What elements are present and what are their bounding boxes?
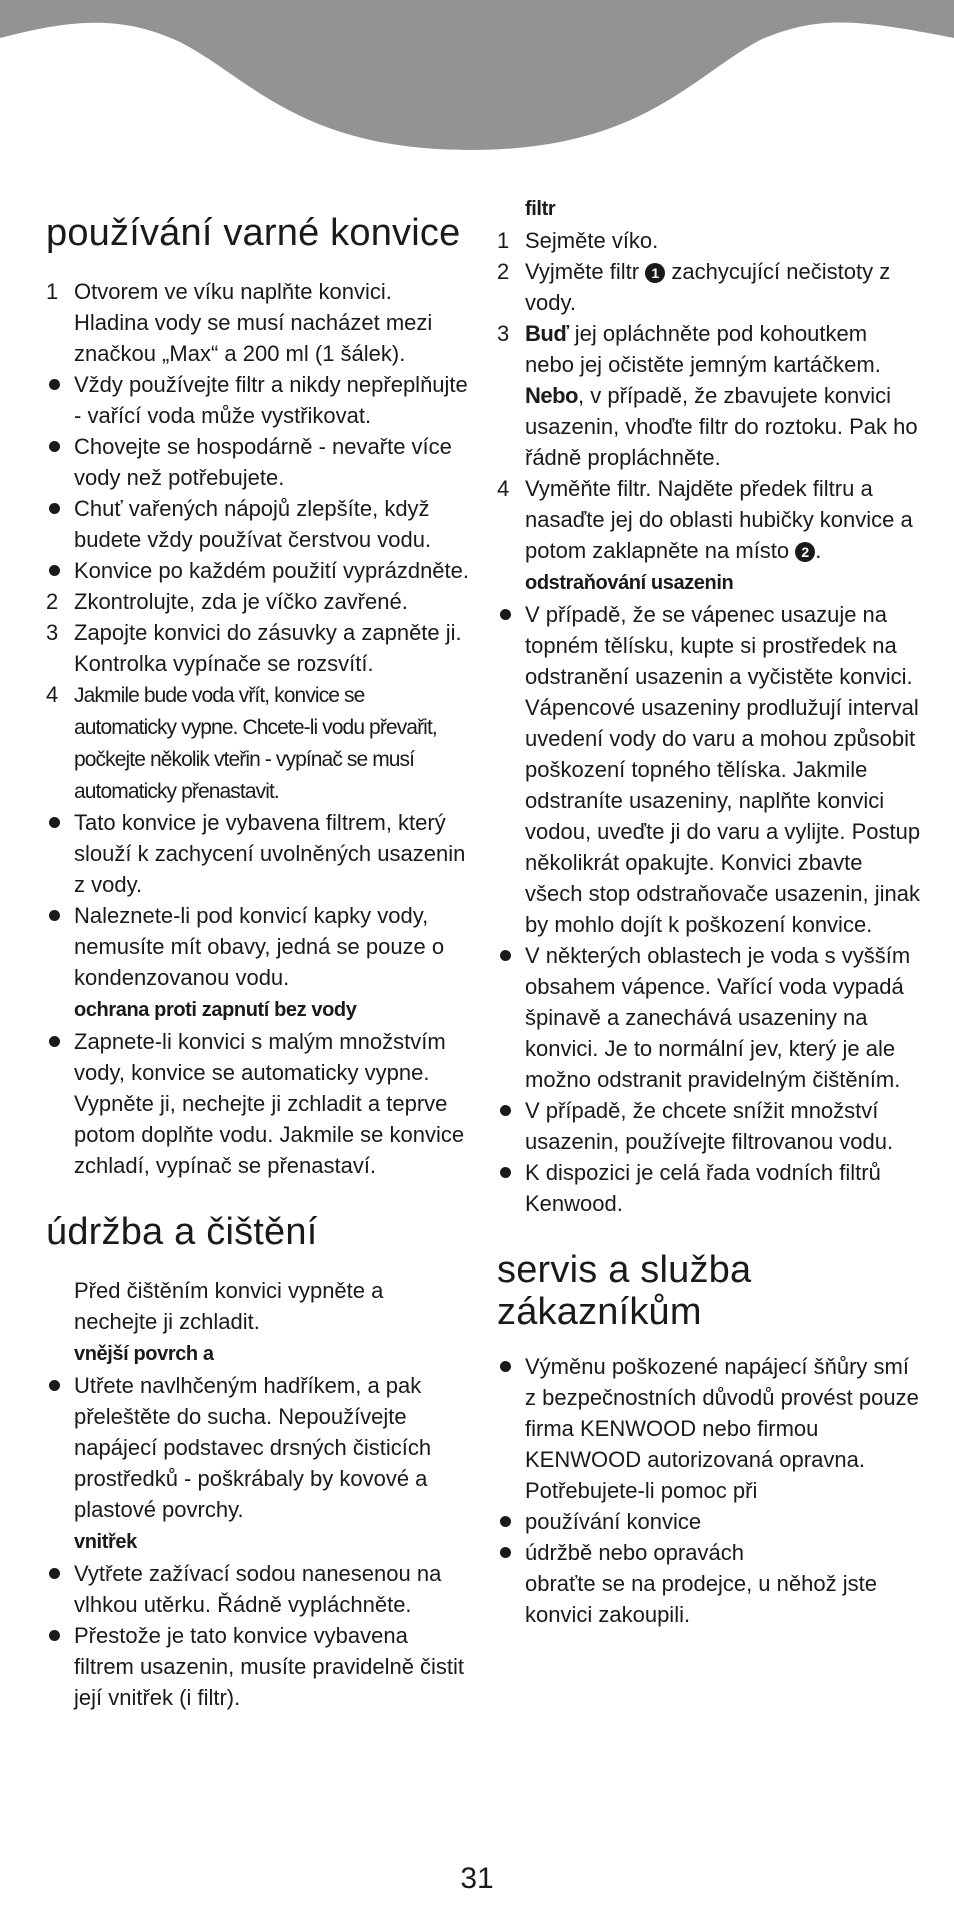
list-item <box>46 1620 471 1713</box>
list-item <box>46 900 471 993</box>
maintenance-intro: Před čištěním konvici vypněte a nechejte ji zchladit. <box>74 1278 384 1334</box>
list-item <box>46 1026 471 1181</box>
list-item-text: Zapnete-li konvici s malým množstvím vody, konvice se automaticky vypne. Vypněte ji, nechejte ji zchladit a teprve potom doplňte vodu. Jakmile se konvice zchladí, vypínač se přenastaví. <box>74 1029 465 1178</box>
list-item-text: V některých oblastech je voda s vyšším obsahem vápence. Vařící voda vypadá špinavě a zanechává usazeniny na konvici. Je to normální jev, který je ale možno odstranit pravidelným čištěním. <box>525 943 911 1092</box>
list-item-text: Vyjměte filtr <box>525 259 640 284</box>
step-number: 4 <box>46 682 59 707</box>
title-maintenance: údržba a čištění <box>46 1211 318 1253</box>
callout-number-icon: 1 <box>645 263 665 283</box>
title-using-kettle: používání varné konvice <box>46 212 461 254</box>
list-item-text: V případě, že chcete snížit množství usazenin, používejte filtrovanou vodu. <box>525 1098 894 1154</box>
list-item-text: Utřete navlhčeným hadříkem, a pak přeleštěte do sucha. Nepoužívejte napájecí podstavec drsných čisticích prostředků - poškrábaly by kovové a plastové povrchy. <box>74 1373 432 1522</box>
list-item <box>46 276 471 369</box>
list-item <box>46 586 471 617</box>
list-item-text: . <box>815 538 822 563</box>
list-item <box>46 369 471 431</box>
list-item <box>497 1537 922 1568</box>
list-item-text: jej opláchněte pod kohoutkem nebo jej očistěte jemným kartáčkem. <box>525 321 881 377</box>
list-item <box>497 473 922 566</box>
step-number: 2 <box>46 589 59 614</box>
list-item <box>46 431 471 493</box>
step-number: 3 <box>46 620 59 645</box>
list-item <box>497 1506 922 1537</box>
list-item <box>46 1370 471 1525</box>
list-item-text: Zapojte konvici do zásuvky a zapněte ji. Kontrolka vypínače se rozsvítí. <box>74 620 462 676</box>
list-item-text: V případě, že se vápenec usazuje na topném tělísku, kupte si prostředek na odstranění usazenin a vyčistěte konvici. Vápencové usazeniny prodlužují interval uvedení vody do varu a mohou způsobit poškození topného tělíska. Jakmile odstraníte usazeniny, naplňte konvici vodou, uveďte ji do varu a vylijte. Postup několikrát opakujte. Konvici zbavte všech stop odstraňovače usazenin, jinak by mohlo dojít k poškození konvice. <box>525 602 921 937</box>
list-item-text: Sejměte víko. <box>525 228 659 253</box>
list-item-text: Vyměňte filtr. Najděte předek filtru a nasaďte jej do oblasti hubičky konvice a potom zaklapněte na místo <box>525 476 913 563</box>
service-outro-text: obraťte se na prodejce, u něhož jste konvici zakoupili. <box>525 1571 877 1627</box>
list-item-text: údržbě nebo opravách <box>525 1540 744 1565</box>
list-item-text: Výměnu poškozené napájecí šňůry smí z bezpečnostních důvodů provést pouze firma KENWOOD nebo firmou KENWOOD autorizovaná opravna. <box>525 1354 919 1472</box>
list-item-text: Přestože je tato konvice vybavena filtrem usazenin, musíte pravidelně čistit její vnitřek (i filtr). <box>74 1623 465 1710</box>
left-column <box>46 212 471 1713</box>
list-item-text: Jakmile bude voda vřít, konvice se automaticky vypne. Chcete-li vodu převařit, počkejte několik vteřin - vypínač se musí automaticky přenastavit. <box>74 684 437 803</box>
step-number: 1 <box>497 228 510 253</box>
subheading-filter: filtr <box>525 198 556 220</box>
subheading-outer-surface: vnější povrch a <box>74 1343 214 1365</box>
emphasis-text: Nebo <box>525 383 578 408</box>
callout-number-icon: 2 <box>795 542 815 562</box>
emphasis-text: Buď <box>525 321 569 346</box>
step-number: 4 <box>497 476 510 501</box>
list-item <box>46 807 471 900</box>
list-item-text: , v případě, že zbavujete konvici usazenin, vhoďte filtr do roztoku. Pak ho řádně propláchněte. <box>525 383 918 470</box>
list-item-text: Chovejte se hospodárně - nevařte více vody než potřebujete. <box>74 434 452 490</box>
list-item <box>497 318 922 473</box>
step-number: 1 <box>46 279 59 304</box>
list-item <box>46 555 471 586</box>
list-item-text: Konvice po každém použití vyprázdněte. <box>74 558 470 583</box>
step-number: 2 <box>497 259 510 284</box>
list-item <box>497 256 922 318</box>
header-wave-band <box>0 0 954 160</box>
list-item-text: K dispozici je celá řada vodních filtrů Kenwood. <box>525 1160 881 1216</box>
list-item-text: Tato konvice je vybavena filtrem, který slouží k zachycení uvolněných usazenin z vody. <box>74 810 466 897</box>
list-item <box>497 225 922 256</box>
list-item <box>497 599 922 940</box>
list-item <box>46 679 471 807</box>
list-item <box>46 1558 471 1620</box>
subheading-descaling: odstraňování usazenin <box>525 572 734 594</box>
step-number: 3 <box>497 321 510 346</box>
list-item <box>497 940 922 1095</box>
list-item-text: Otvorem ve víku naplňte konvici. Hladina vody se musí nacházet mezi značkou „Max“ a 200 ml (1 šálek). <box>74 279 433 366</box>
list-item <box>497 1095 922 1157</box>
list-item-text: Vždy používejte filtr a nikdy nepřeplňujte - vařící voda může vystřikovat. <box>74 372 468 428</box>
list-item-text: Vytřete zažívací sodou nanesenou na vlhkou utěrku. Řádně vypláchněte. <box>74 1561 442 1617</box>
list-item-text: Chuť vařených nápojů zlepšíte, když budete vždy používat čerstvou vodu. <box>74 496 432 552</box>
right-column <box>497 198 922 1630</box>
list-item-text: Naleznete-li pod konvicí kapky vody, nemusíte mít obavy, jedná se pouze o kondenzovanou vodu. <box>74 903 445 990</box>
title-service: servis a služba zákazníkům <box>497 1249 752 1333</box>
list-item <box>497 1157 922 1219</box>
subheading-dry-protection: ochrana proti zapnutí bez vody <box>74 999 357 1021</box>
list-item-text: Zkontrolujte, zda je víčko zavřené. <box>74 589 408 614</box>
list-item-text: zachycující nečistoty z vody. <box>525 259 891 315</box>
list-item <box>46 493 471 555</box>
subheading-inside: vnitřek <box>74 1531 137 1553</box>
page-number: 31 <box>460 1862 494 1895</box>
service-help-text: Potřebujete-li pomoc při <box>525 1478 758 1503</box>
list-item-text: používání konvice <box>525 1509 702 1534</box>
list-item <box>46 617 471 679</box>
list-item <box>497 1351 922 1475</box>
